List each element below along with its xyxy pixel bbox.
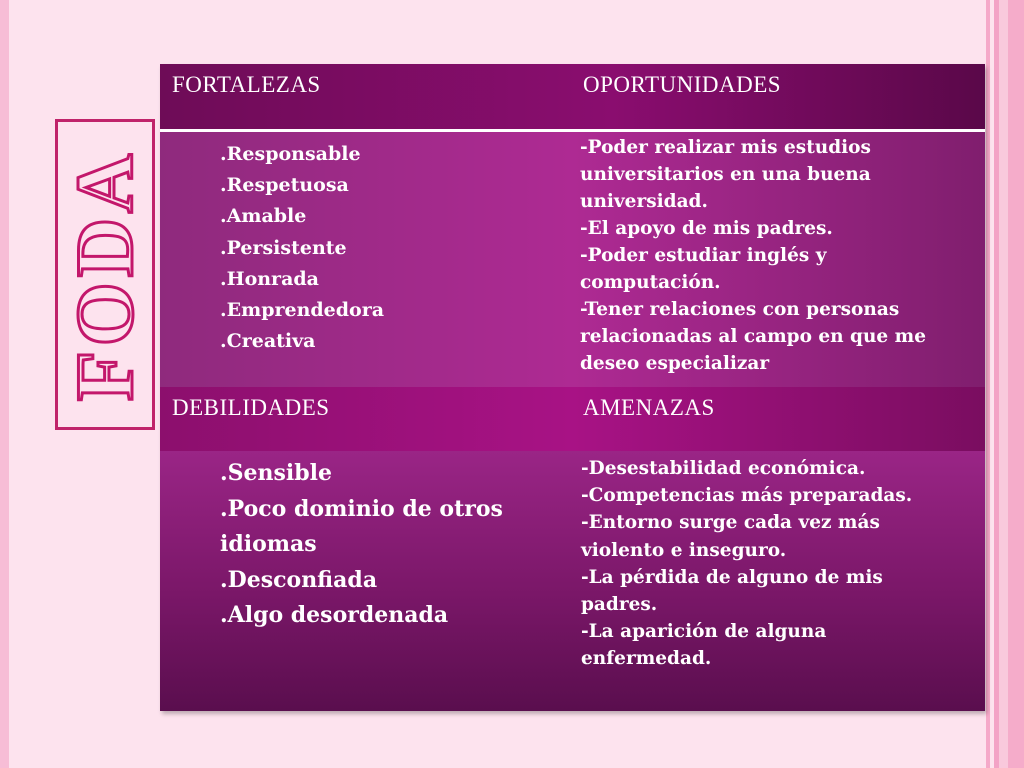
text-line: -Desestabilidad económica. [581, 458, 866, 479]
text-line: -Entorno surge cada vez más [581, 512, 880, 534]
text-line: violento e inseguro. [581, 539, 787, 561]
list-item: .Respetuosa [220, 174, 349, 197]
slide-title: FODA [59, 148, 150, 401]
title-box [55, 119, 155, 430]
list-item: .Creativa [220, 330, 316, 353]
header-oportunidades: OPORTUNIDADES [583, 72, 782, 97]
text-line: relacionadas al campo en que me [580, 326, 926, 347]
text-line: -La pérdida de alguno de mis [581, 566, 883, 588]
list-item: .Persistente [220, 236, 347, 259]
text-line: -Poder estudiar inglés y [580, 245, 827, 266]
header-fortalezas: FORTALEZAS [172, 72, 321, 97]
header-amenazas: AMENAZAS [583, 395, 715, 420]
header-row-top [160, 64, 985, 132]
header-debilidades: DEBILIDADES [172, 395, 330, 420]
list-item: .Desconfiada [220, 566, 378, 593]
debilidades-list [220, 456, 550, 634]
text-line: padres. [581, 594, 658, 616]
text-line: -Tener relaciones con personas [580, 299, 900, 320]
text-line: enfermedad. [581, 648, 712, 670]
text-line: -Competencias más preparadas. [581, 485, 913, 507]
list-item: .Honrada [220, 267, 319, 290]
oportunidades-list [580, 134, 926, 377]
list-item: .Emprendedora [220, 299, 385, 322]
body-row-top [160, 132, 985, 387]
list-item: .Sensible [220, 460, 333, 486]
text-line: -Poder realizar mis estudios [580, 137, 871, 158]
text-line: computación. [580, 272, 721, 293]
text-line: deseo especializar [580, 353, 770, 374]
list-item: .Amable [220, 205, 307, 228]
right-border-stripes [980, 0, 1024, 768]
text-line: -El apoyo de mis padres. [580, 218, 833, 239]
foda-table [160, 64, 985, 711]
list-item: .Responsable [220, 143, 361, 165]
text-line: universitarios en una buena [580, 164, 871, 185]
list-item: .Algo desordenada [220, 602, 449, 628]
list-item: .Poco dominio de otros idiomas [220, 495, 503, 557]
left-border-stripe [0, 0, 9, 768]
header-row-middle [160, 387, 985, 451]
text-line: -La aparición de alguna [581, 621, 827, 643]
body-row-bottom [160, 451, 985, 711]
text-line: universidad. [580, 191, 708, 212]
amenazas-list [581, 455, 912, 673]
fortalezas-list [220, 139, 384, 357]
